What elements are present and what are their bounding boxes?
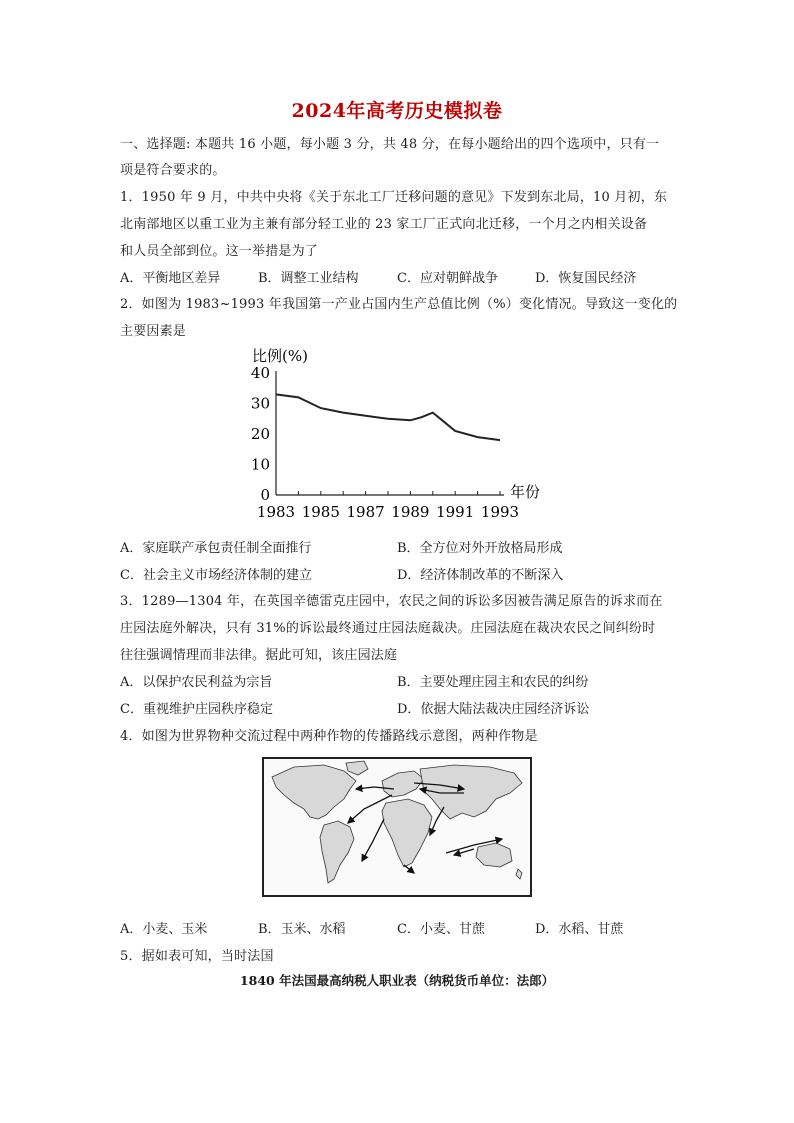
q4-option-c[interactable]: C．小麦、甘蔗 xyxy=(397,922,485,937)
q2-stem-line-1: 2．如图为 1983~1993 年我国第一产业占国内生产总值比例（%）变化情况。导致这一变化的 xyxy=(120,297,678,312)
q2-option-c[interactable]: C．社会主义市场经济体制的建立 xyxy=(120,568,312,583)
x-tick-label: 1991 xyxy=(436,503,475,521)
y-tick-label: 20 xyxy=(250,425,270,443)
q2-option-d[interactable]: D．经济体制改革的不断深入 xyxy=(397,568,564,583)
q1-stem-line-2: 北南部地区以重工业为主兼有部分轻工业的 23 家工厂正式向北迁移，一个月之内相关设备 xyxy=(120,217,648,232)
q5-table-title: 1840 年法国最高纳税人职业表（纳税货币单位：法郎） xyxy=(239,973,555,988)
q4-option-b[interactable]: B．玉米、水稻 xyxy=(258,922,346,937)
x-tick-label: 1985 xyxy=(301,503,340,521)
q3-stem-line-2: 庄园法庭外解决，只有 31%的诉讼最终通过庄园法庭裁决。庄园法庭在裁决农民之间纠纷时 xyxy=(120,621,656,636)
greenland-shape xyxy=(346,761,368,775)
q4-option-d[interactable]: D．水稻、甘蔗 xyxy=(535,922,624,937)
y-tick-label: 40 xyxy=(250,364,270,382)
section-intro-line-1: 一、选择题: 本题共 16 小题，每小题 3 分，共 48 分，在每小题给出的四个选项中，只有一 xyxy=(120,137,660,152)
q2-stem-line-2: 主要因素是 xyxy=(120,324,187,339)
africa-shape xyxy=(382,799,432,867)
q3-stem-line-3: 往往强调情理而非法律。据此可知，该庄园法庭 xyxy=(120,648,398,663)
south-america-shape xyxy=(320,821,354,883)
q1-option-c[interactable]: C．应对朝鲜战争 xyxy=(397,271,498,286)
europe-shape xyxy=(382,771,424,797)
route-arrow-5 xyxy=(430,807,444,835)
y-tick-label: 30 xyxy=(250,394,270,413)
chart-svg xyxy=(240,340,560,525)
y-tick-label: 10 xyxy=(250,455,270,474)
y-axis-label: 比例(%) xyxy=(252,347,308,365)
q1-option-b[interactable]: B．调整工业结构 xyxy=(258,271,359,286)
x-tick-label: 1993 xyxy=(480,503,520,521)
series-line xyxy=(276,394,500,440)
x-axis-label: 年份 xyxy=(510,483,541,501)
q4-stem-line-1: 4．如图为世界物种交流过程中两种作物的传播路线示意图，两种作物是 xyxy=(120,729,538,744)
australia-shape xyxy=(476,843,512,867)
q3-option-c[interactable]: C．重视维护庄园秩序稳定 xyxy=(120,702,273,717)
gdp-share-chart xyxy=(240,340,560,525)
x-tick-label: 1987 xyxy=(346,503,385,521)
new-zealand-shape xyxy=(516,869,522,879)
q5-stem-line-1: 5．据如表可知，当时法国 xyxy=(120,949,274,964)
q3-option-b[interactable]: B．主要处理庄园主和农民的纠纷 xyxy=(397,675,589,690)
world-crop-spread-map xyxy=(262,757,532,897)
north-america-shape xyxy=(272,765,356,819)
q2-option-a[interactable]: A．家庭联产承包责任制全面推行 xyxy=(120,541,312,556)
world-map-svg xyxy=(264,759,530,895)
x-tick-label: 1983 xyxy=(256,503,296,521)
route-arrow-9 xyxy=(404,865,414,873)
q3-option-d[interactable]: D．依据大陆法裁决庄园经济诉讼 xyxy=(397,702,590,717)
q1-option-d[interactable]: D．恢复国民经济 xyxy=(535,271,637,286)
q2-option-b[interactable]: B．全方位对外开放格局形成 xyxy=(397,541,563,556)
route-arrow-8 xyxy=(362,819,384,861)
q3-option-a[interactable]: A．以保护农民利益为宗旨 xyxy=(120,675,273,690)
q3-stem-line-1: 3．1289—1304 年，在英国辛德雷克庄园中，农民之间的诉讼多因被告满足原告的诉求而在 xyxy=(120,594,663,609)
exam-title: 2024年高考历史模拟卷 xyxy=(291,100,503,122)
y-tick-label: 0 xyxy=(260,486,270,504)
x-tick-label: 1989 xyxy=(391,503,430,521)
q1-stem-line-3: 和人员全部到位。这一举措是为了 xyxy=(120,244,319,259)
section-intro-line-2: 项是符合要求的。 xyxy=(120,163,226,178)
q1-option-a[interactable]: A．平衡地区差异 xyxy=(120,271,221,286)
q4-option-a[interactable]: A．小麦、玉米 xyxy=(120,922,208,937)
q1-stem-line-1: 1．1950 年 9 月，中共中央将《关于东北工厂迁移问题的意见》下发到东北局，10 月初，东 xyxy=(120,190,668,205)
